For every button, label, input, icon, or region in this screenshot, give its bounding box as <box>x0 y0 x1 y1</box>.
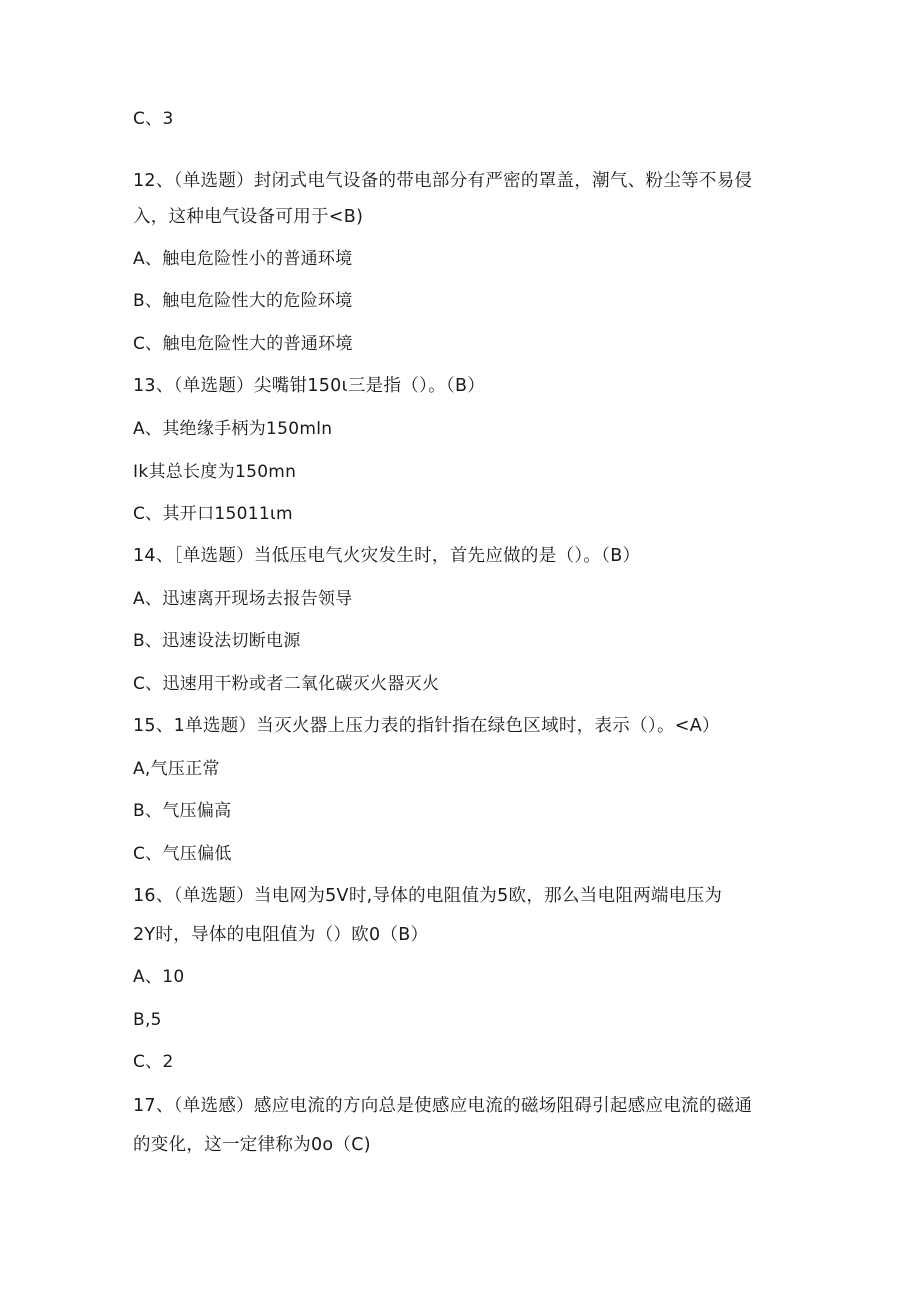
question-15-option-c: C、气压偏低 <box>133 844 232 864</box>
question-13-option-c: C、其开口15011ιm <box>133 504 293 524</box>
question-14-option-a: A、迅速离开现场去报告领导 <box>133 589 353 609</box>
question-17-line-2: 的变化，这一定律称为0o（C) <box>133 1135 371 1155</box>
question-15: 15、1单选题）当灭火器上压力表的指针指在绿色区域时，表示（）。<A） <box>133 716 720 736</box>
question-14-option-b: B、迅速设法切断电源 <box>133 631 301 651</box>
question-16-line-1: 16、（单选题）当电网为5V时,导体的电阻值为5欧，那么当电阻两端电压为 <box>133 886 723 906</box>
question-14: 14、［单选题）当低压电气火灾发生时，首先应做的是（）。（B） <box>133 546 641 566</box>
question-13-option-a: A、其绝缘手柄为150mln <box>133 419 333 439</box>
question-12-line-2: 入，这种电气设备可用于<B) <box>133 207 364 227</box>
question-13: 13、（单选题）尖嘴钳150ι三是指（）。（B） <box>133 376 486 396</box>
question-16-option-c: C、2 <box>133 1052 174 1072</box>
question-12-option-b: B、触电危险性大的危险环境 <box>133 291 353 311</box>
question-15-option-a: A,气压正常 <box>133 759 220 779</box>
question-16-option-b: B,5 <box>133 1010 162 1030</box>
question-12-line-1: 12、（单选题）封闭式电气设备的带电部分有严密的罩盖，潮气、粉尘等不易侵 <box>133 171 753 191</box>
option-c-prev: C、3 <box>133 109 174 129</box>
question-16-option-a: A、10 <box>133 967 185 987</box>
question-17-line-1: 17、（单选感）感应电流的方向总是使感应电流的磁场阻碍引起感应电流的磁通 <box>133 1096 753 1116</box>
question-16-line-2: 2Y时，导体的电阻值为（）欧0（B） <box>133 925 429 945</box>
question-15-option-b: B、气压偏高 <box>133 801 232 821</box>
question-13-option-b: Ik其总长度为150mn <box>133 462 297 482</box>
question-12-option-a: A、触电危险性小的普通环境 <box>133 249 353 269</box>
question-14-option-c: C、迅速用干粉或者二氧化碳灭火器灭火 <box>133 674 440 694</box>
question-12-option-c: C、触电危险性大的普通环境 <box>133 334 353 354</box>
